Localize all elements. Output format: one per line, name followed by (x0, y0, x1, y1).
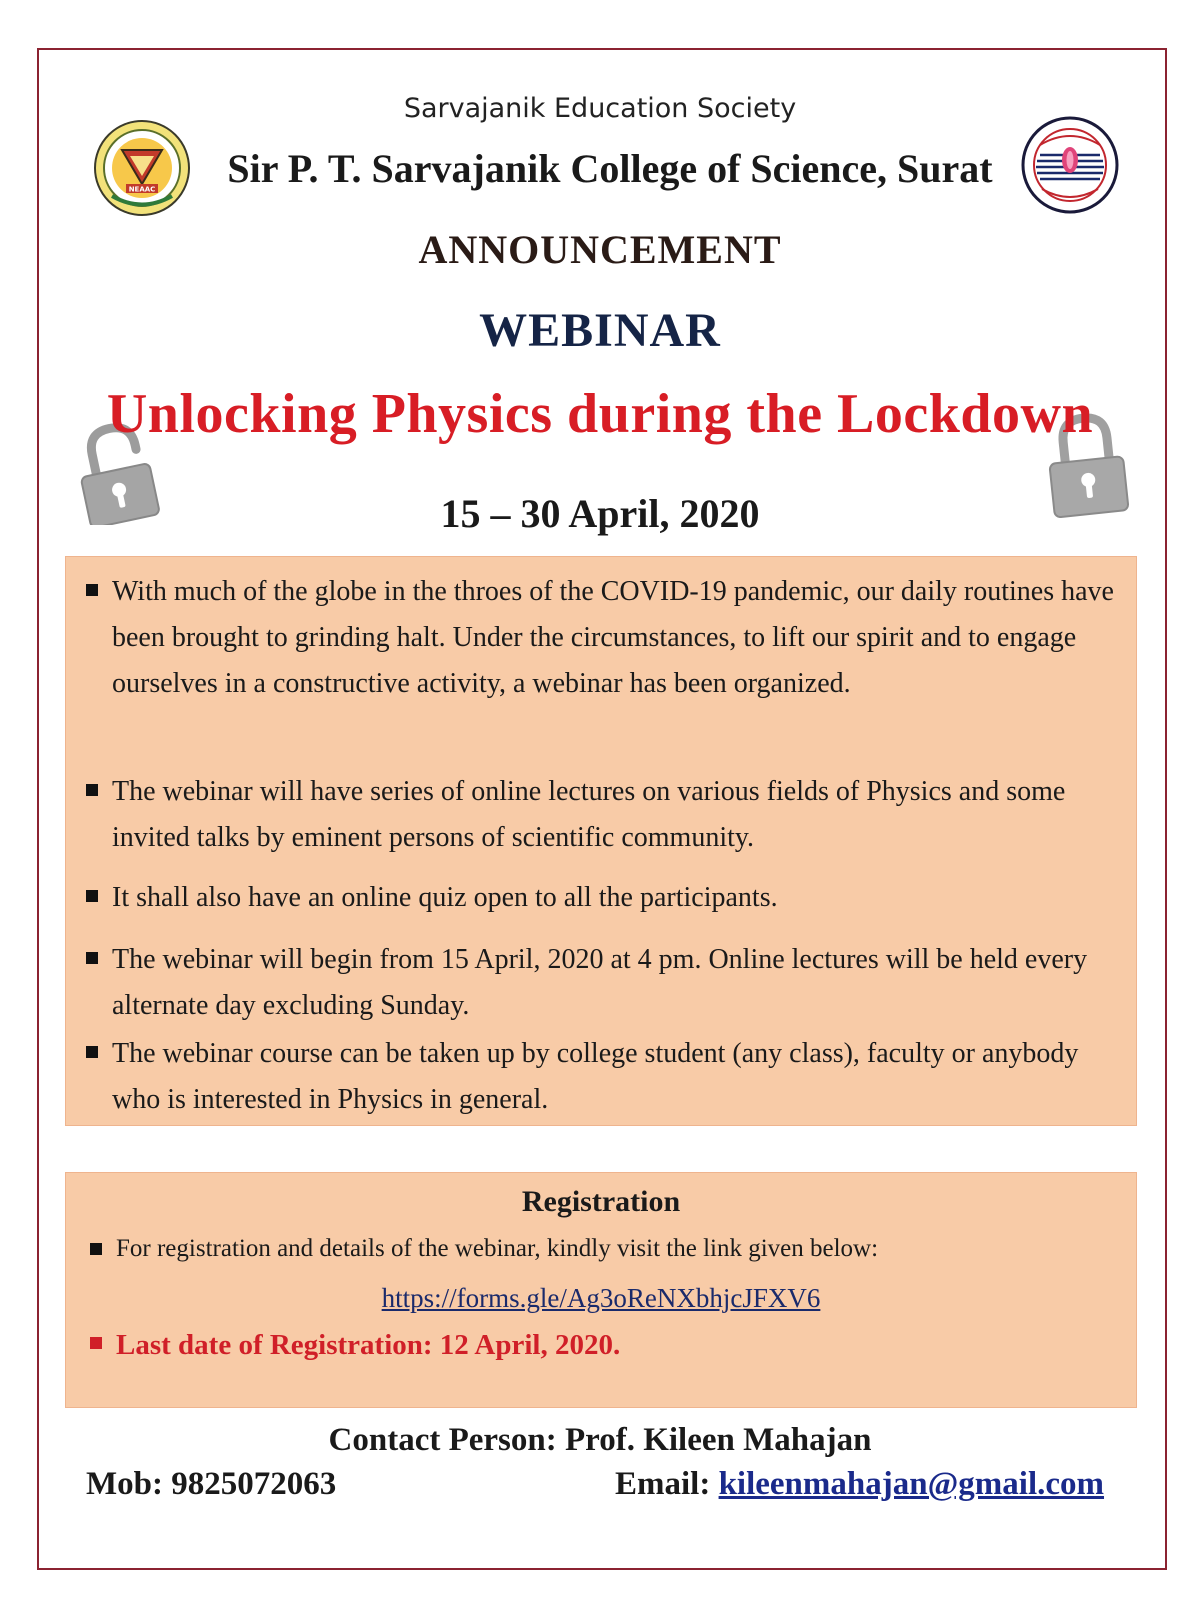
mobile-label: Mob: (86, 1466, 163, 1502)
email-label: Email: (615, 1466, 711, 1502)
svg-text:NEAAC: NEAAC (128, 185, 156, 194)
email-contact (615, 1466, 1104, 1503)
registration-title: Registration (521, 1185, 681, 1218)
contact-person: Contact Person: Prof. Kileen Mahajan (328, 1422, 872, 1458)
registration-link[interactable]: https://forms.gle/Ag3oReNXbhjcJFXV6 (381, 1283, 821, 1313)
bullet-text: The webinar will have series of online lectures on various fields of Physics and some invited talks by eminent persons of scientific community. (112, 776, 1066, 853)
bullet-text: The webinar course can be taken up by college student (any class), faculty or anybody who is interested in Physics in general. (112, 1038, 1079, 1115)
mobile-number (86, 1466, 336, 1503)
announcement-heading: ANNOUNCEMENT (418, 227, 782, 272)
bullet-square-icon (90, 1337, 102, 1349)
society-name: Sarvajanik Education Society (403, 93, 797, 124)
bullet-square-icon (86, 890, 98, 902)
bullet-square-icon (86, 952, 98, 964)
bullet-square-icon (86, 784, 98, 796)
bullet-text: It shall also have an online quiz open to all the participants. (112, 882, 778, 913)
bullet-text: The webinar will begin from 15 April, 2020 at 4 pm. Online lectures will be held every alternate day excluding Sunday. (112, 944, 1088, 1021)
registration-box: Registration For registration and details of the webinar, kindly visit the link given below: https://forms.gle/Ag3oReNXbhjcJFXV6 Last date of Registration: 12 April, 2020. (65, 1172, 1137, 1408)
mobile-value: 9825072063 (171, 1466, 337, 1502)
college-name: Sir P. T. Sarvajanik College of Science, Surat (227, 146, 993, 191)
bullet-square-icon (86, 584, 98, 596)
webinar-dates: 15 – 30 April, 2020 (440, 491, 760, 536)
society-emblem-logo (1020, 115, 1120, 215)
webinar-heading: WEBINAR (479, 304, 721, 357)
webinar-title: Unlocking Physics during the Lockdown (106, 383, 1094, 445)
bullet-text: With much of the globe in the throes of the COVID-19 pandemic, our daily routines have been brought to grinding halt. Under the circumstances, to lift our spirit and to engage ourselves in a constructive activity, a webinar has been organized. (112, 576, 1114, 699)
email-link[interactable]: kileenmahajan@gmail.com (718, 1466, 1105, 1502)
bullet-square-icon (90, 1243, 102, 1255)
bullet-square-icon (86, 1046, 98, 1058)
info-box (65, 556, 1137, 1126)
